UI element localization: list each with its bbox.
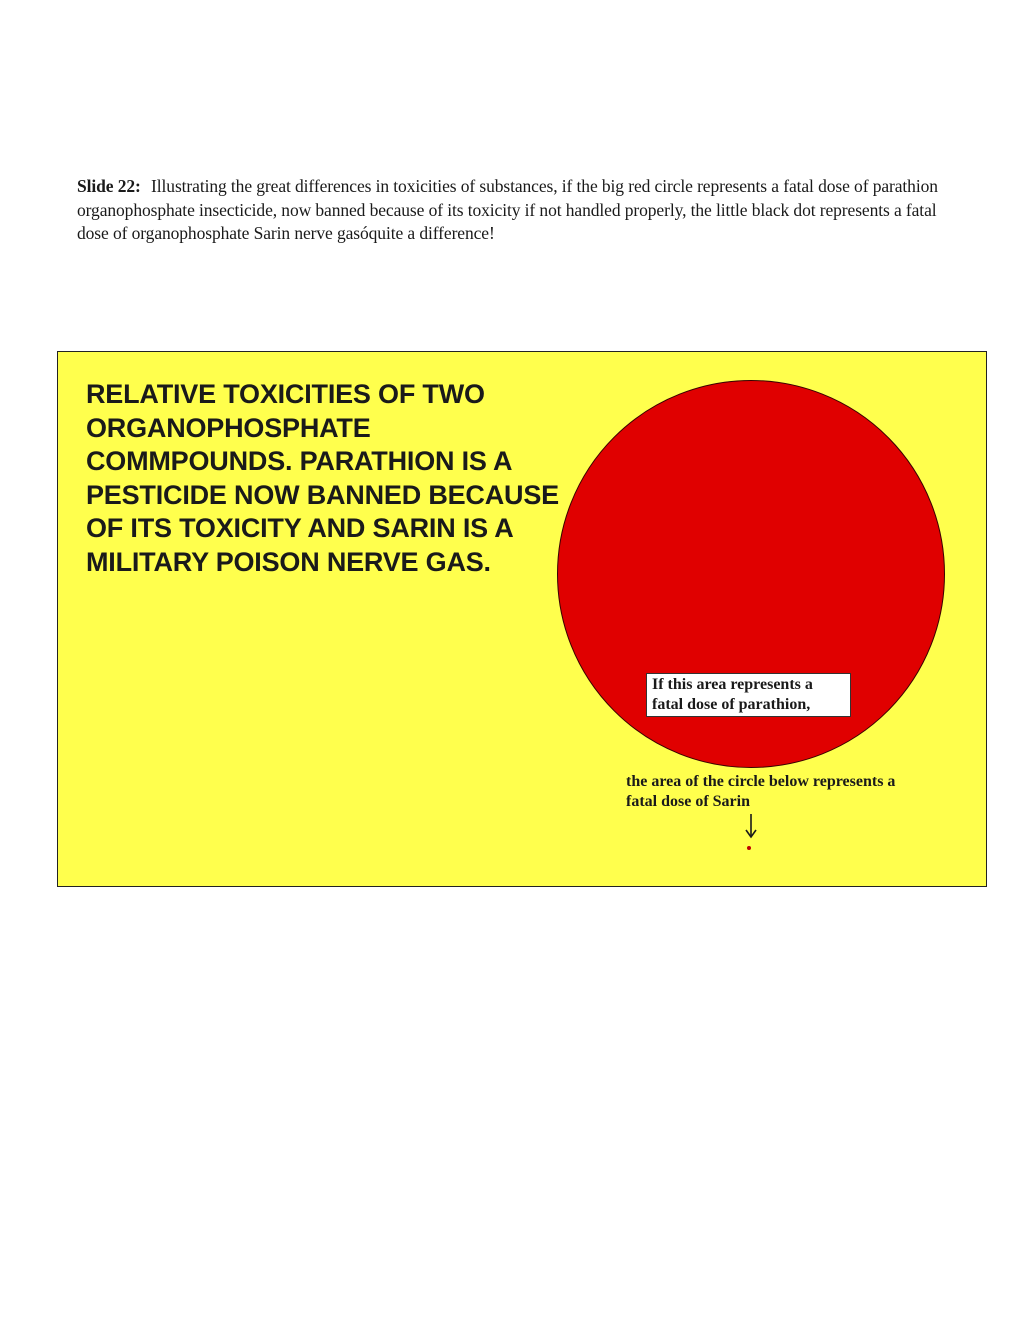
sarin-description: the area of the circle below represents a fatal dose of Sarin — [626, 773, 896, 810]
down-arrow-icon — [742, 812, 760, 840]
sarin-dot — [747, 846, 751, 850]
slide-panel — [57, 351, 987, 887]
caption-text: Illustrating the great differences in toxicities of substances, if the big red circle represents a fatal dose of parathion organophosphate insecticide, now banned because of its toxicity if not handled properly, the little black dot represents a fatal dose of organophosphate Sarin nerve gasóquite a difference! — [77, 176, 938, 243]
parathion-label: If this area represents a fatal dose of parathion, — [646, 673, 851, 717]
slide-heading: RELATIVE TOXICITIES OF TWO ORGANOPHOSPHATE COMMPOUNDS. PARATHION IS A PESTICIDE NOW BANNED BECAUSE OF ITS TOXICITY AND SARIN IS A MILITARY POISON NERVE GAS. — [86, 379, 559, 577]
slide-caption — [77, 175, 967, 246]
slide-number-label: Slide 22: — [77, 176, 141, 196]
